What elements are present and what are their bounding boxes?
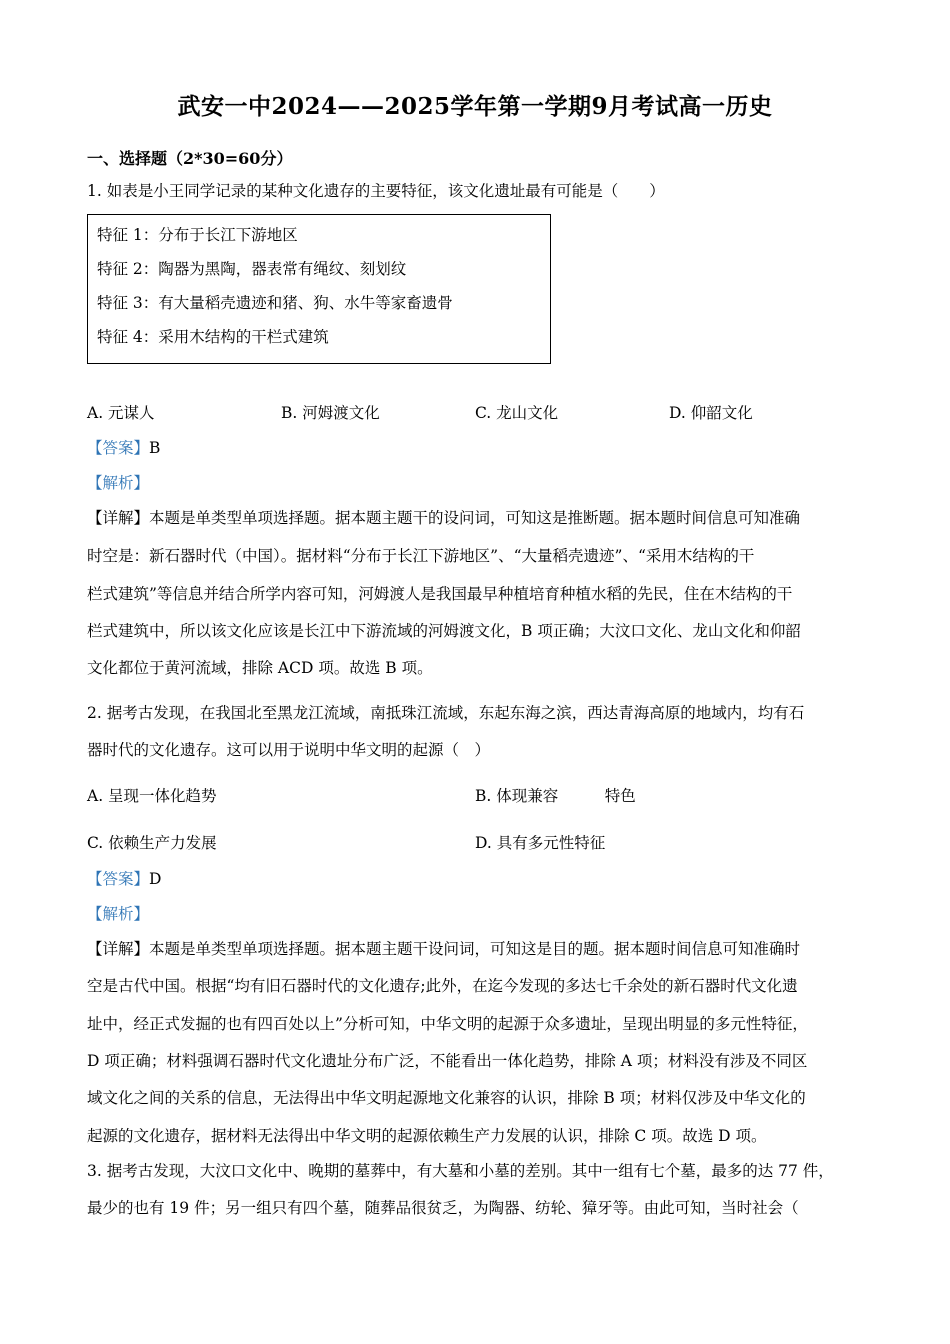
q1-detail-line-5: 文化都位于黄河流域，排除 ACD 项。故选 B 项。 [87, 659, 433, 677]
q2-detail-line-6: 起源的文化遗存，据材料无法得出中华文明的起源依赖生产力发展的认识，排除 C 项。故选 D 项。 [87, 1127, 767, 1145]
q1-answer-line [87, 438, 867, 458]
answer-tag: 【答案】 [87, 439, 150, 457]
q2-detail-text-1: 本题是单类型单项选择题。据本题主题干设问词，可知这是目的题。据本题时间信息可知准确时 [149, 940, 801, 958]
q2-option-d: D. 具有多元性特征 [475, 834, 606, 852]
q3-stem-line-2: 最少的也有 19 件；另一组只有四个墓，随葬品很贫乏，为陶器、纺轮、獐牙等。由此可知，当时社会（ [87, 1199, 799, 1217]
q1-feature-3: 特征 3：有大量稻壳遗迹和猪、狗、水牛等家畜遗骨 [97, 294, 453, 312]
answer-tag: 【答案】 [87, 870, 150, 888]
q2-answer-value: D [149, 870, 162, 888]
q1-analysis-line [87, 473, 867, 493]
q1-detail-text-1: 本题是单类型单项选择题。据本题主题干的设问词，可知这是推断题。据本题时间信息可知准确 [149, 509, 801, 527]
q2-detail-line-2: 空是古代中国。根据“均有旧石器时代的文化遗存;此外，在迄今发现的多达七千余处的新石器时代文化遗 [87, 977, 798, 995]
q1-option-a: A. 元谋人 [87, 404, 155, 422]
q1-detail-line-3: 栏式建筑”等信息并结合所学内容可知，河姆渡人是我国最早种植培育种植水稻的先民，住在木结构的干 [87, 585, 793, 603]
q2-detail-line-5: 域文化之间的关系的信息，无法得出中华文明起源地文化兼容的认识，排除 B 项；材料仅涉及中华文化的 [87, 1089, 806, 1107]
q1-feature-table [87, 214, 551, 364]
q1-detail-line-2: 时空是：新石器时代（中国）。据材料“分布于长江下游地区”、“大量稻壳遗迹”、“采用木结构的干 [87, 547, 755, 565]
q2-answer-line [87, 869, 867, 889]
section-heading: 一、选择题（2*30=60分） [87, 149, 293, 168]
q2-option-a: A. 呈现一体化趋势 [87, 787, 217, 805]
page-title: 武安一中2024——2025学年第一学期9月考试高一历史 [177, 93, 773, 120]
q3-stem-line-1: 3. 据考古发现，大汶口文化中、晚期的墓葬中，有大墓和小墓的差别。其中一组有七个墓，最多的达 77 件， [87, 1162, 834, 1180]
q1-detail-line-1 [87, 508, 867, 528]
q1-option-b: B. 河姆渡文化 [281, 404, 380, 422]
q2-detail-line-3: 址中，经正式发掘的也有四百处以上”分析可知，中华文明的起源于众多遗址，呈现出明显的多元性特征， [87, 1015, 808, 1033]
q1-option-c: C. 龙山文化 [475, 404, 559, 422]
q2-detail-line-1 [87, 939, 867, 959]
analysis-tag: 【解析】 [87, 905, 150, 923]
q2-option-b: B. 体现兼容 特色 [475, 787, 636, 805]
q2-stem-line-2: 器时代的文化遗存。这可以用于说明中华文明的起源（ ） [87, 741, 491, 759]
q1-answer-value: B [149, 439, 161, 457]
q2-detail-line-4: D 项正确；材料强调石器时代文化遗址分布广泛，不能看出一体化趋势，排除 A 项；材料没有涉及不同区 [87, 1052, 808, 1070]
q1-detail-line-4: 栏式建筑中，所以该文化应该是长江中下游流域的河姆渡文化，B 项正确；大汶口文化、龙山文化和仰韶 [87, 622, 801, 640]
q2-analysis-line [87, 904, 867, 924]
q1-feature-2: 特征 2：陶器为黑陶，器表常有绳纹、刻划纹 [97, 260, 407, 278]
q1-feature-1: 特征 1：分布于长江下游地区 [97, 226, 298, 244]
q1-stem: 1. 如表是小王同学记录的某种文化遗存的主要特征，该文化遗址最有可能是（ ） [87, 182, 665, 200]
q2-stem-line-1: 2. 据考古发现，在我国北至黑龙江流域，南抵珠江流域，东起东海之滨，西达青海高原的地域内，均有石 [87, 704, 805, 722]
analysis-tag: 【解析】 [87, 474, 150, 492]
q2-option-c: C. 依赖生产力发展 [87, 834, 217, 852]
q1-option-d: D. 仰韶文化 [669, 404, 753, 422]
detail-tag: 【详解】 [87, 940, 150, 958]
detail-tag: 【详解】 [87, 509, 150, 527]
q1-feature-4: 特征 4：采用木结构的干栏式建筑 [97, 328, 329, 346]
